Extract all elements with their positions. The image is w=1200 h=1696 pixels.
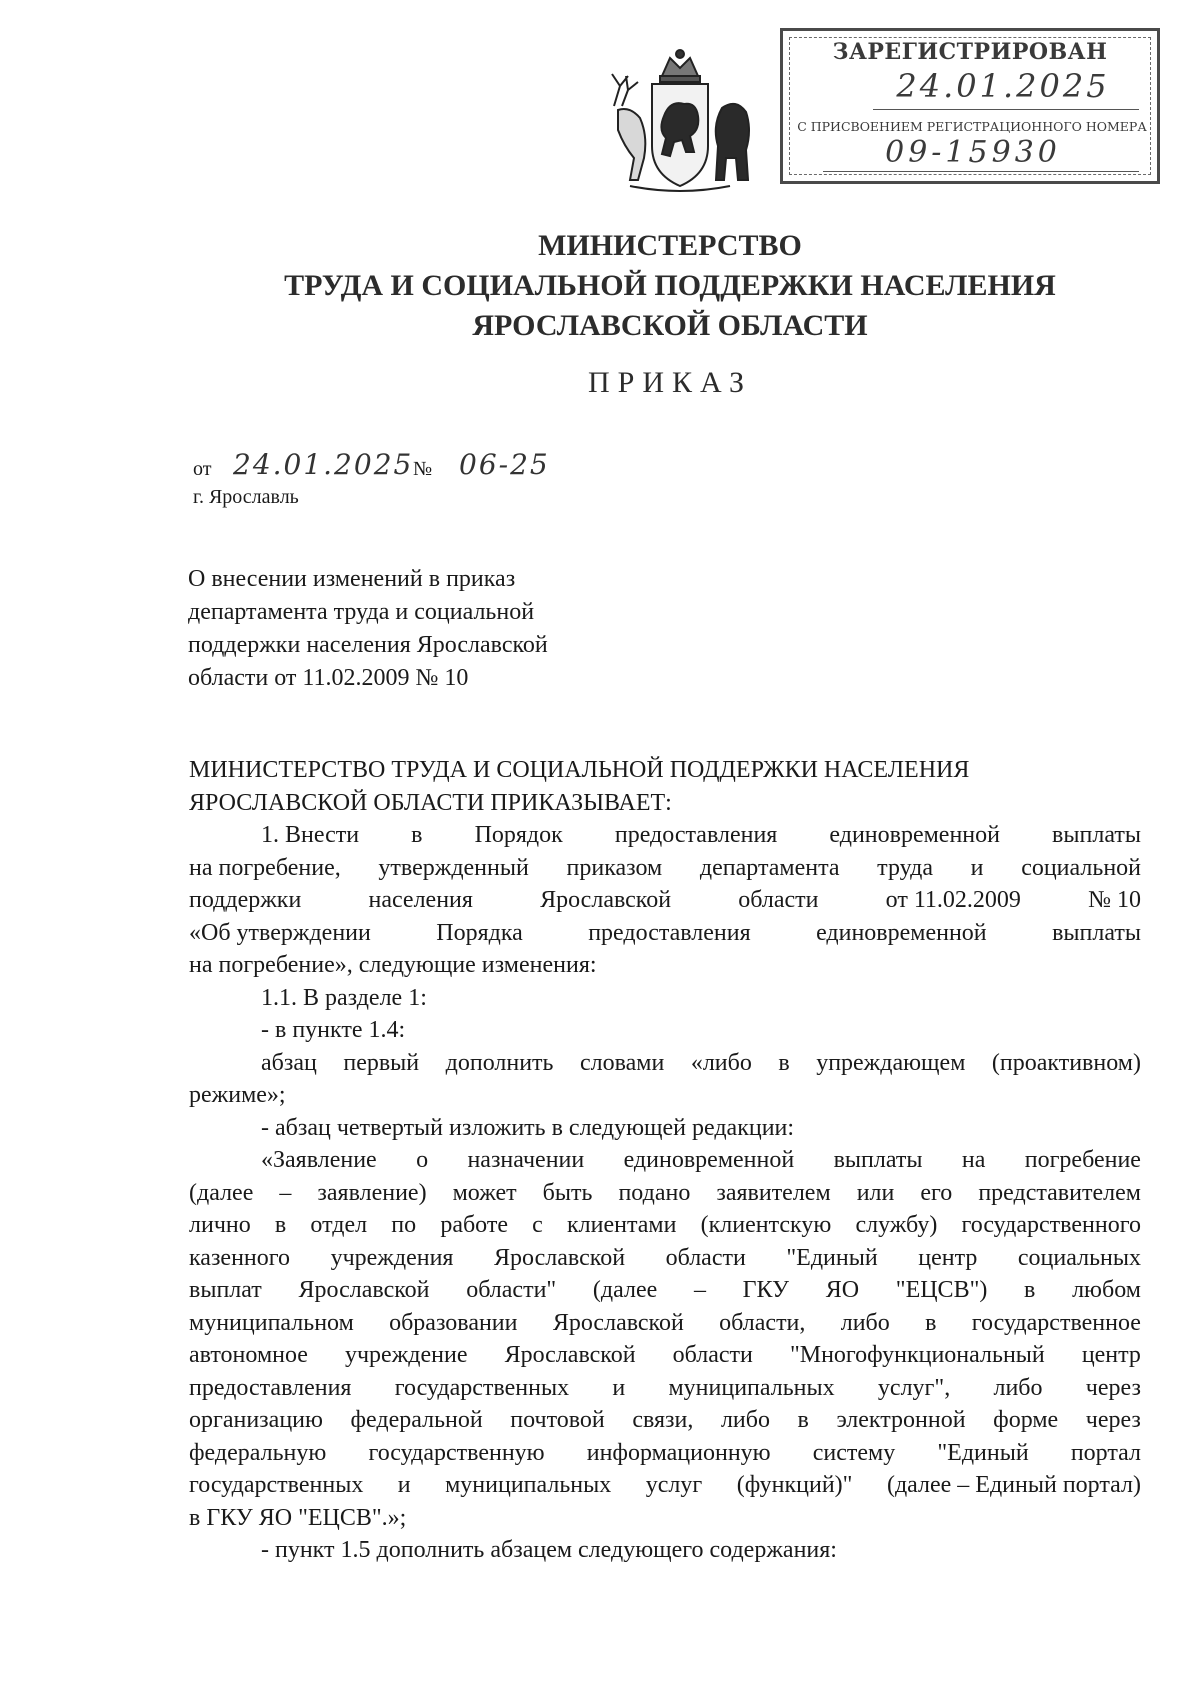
body-line xyxy=(189,1339,1141,1372)
body-line: - пункт 1.5 дополнить абзацем следующего содержания: xyxy=(261,1537,837,1563)
subject-line: департамента труда и социальной xyxy=(188,599,535,625)
body-word: через xyxy=(1085,1374,1141,1401)
body-line xyxy=(189,1047,1141,1080)
body-word: области xyxy=(738,887,819,913)
body-word: (далее xyxy=(592,1277,658,1303)
body-word: в xyxy=(925,1309,937,1336)
body-word: выплаты xyxy=(833,1147,923,1173)
stamp-number-underline xyxy=(823,171,1139,172)
registration-stamp xyxy=(780,28,1160,184)
body-word: департамента xyxy=(699,854,840,881)
body-word: федеральной xyxy=(350,1407,483,1433)
body-word: – xyxy=(279,1179,292,1206)
body-word: 1. Внести xyxy=(261,822,360,848)
body-line: на погребение», следующие изменения: xyxy=(189,952,597,978)
stamp-registered-label: ЗАРЕГИСТРИРОВАН xyxy=(832,39,1108,65)
stamp-handwritten-date: 24.01.2025 xyxy=(896,67,1110,105)
body-word: "Единый xyxy=(937,1439,1029,1466)
body-word: связи, xyxy=(632,1407,694,1433)
handwritten-order-number: 06-25 xyxy=(459,448,550,481)
stamp-date-underline xyxy=(873,109,1139,110)
body-line xyxy=(189,1209,1141,1242)
body-word: на погребение, xyxy=(189,854,341,881)
body-word: государственных xyxy=(189,1472,364,1498)
body-word: предоставления xyxy=(588,919,751,946)
body-word: государственного xyxy=(961,1212,1141,1238)
preamble-line: МИНИСТЕРСТВО ТРУДА И СОЦИАЛЬНОЙ ПОДДЕРЖКИ НАСЕЛЕНИЯ xyxy=(189,757,970,783)
body-word: работе xyxy=(440,1212,508,1238)
handwritten-order-date: 24.01.2025 xyxy=(233,448,414,481)
body-word: населения xyxy=(368,887,473,913)
body-word: почтовой xyxy=(510,1407,605,1433)
body-word: организацию xyxy=(189,1407,323,1433)
body-word: № 10 xyxy=(1088,887,1141,913)
body-word: социальных xyxy=(1017,1244,1141,1271)
body-word: с xyxy=(532,1212,543,1238)
body-word: о xyxy=(416,1147,429,1173)
body-line: - в пункте 1.4: xyxy=(261,1017,406,1043)
body-word: дополнить xyxy=(445,1049,554,1076)
body-word: заявление) xyxy=(317,1179,427,1206)
body-word: государственную xyxy=(368,1439,545,1466)
body-word: учреждения xyxy=(330,1244,454,1271)
body-word: в xyxy=(1024,1277,1036,1303)
body-word: (далее xyxy=(189,1179,254,1206)
body-word: поддержки xyxy=(189,887,302,913)
body-word: Порядка xyxy=(436,919,523,946)
body-line xyxy=(189,1469,1141,1502)
body-line: режиме»; xyxy=(189,1082,286,1108)
body-word: единовременной xyxy=(623,1147,795,1173)
body-word: выплаты xyxy=(1052,919,1141,946)
body-line: в ГКУ ЯО "ЕЦСВ".»; xyxy=(189,1504,407,1531)
date-from-label: от xyxy=(193,458,212,480)
body-word: отдел xyxy=(310,1212,368,1238)
document-type-title: ПРИКАЗ xyxy=(588,366,752,399)
body-word: информационную xyxy=(586,1439,771,1466)
body-word: области xyxy=(665,1244,746,1271)
body-word: выплаты xyxy=(1052,822,1141,848)
body-word: в xyxy=(797,1407,809,1433)
body-word: (далее – Единый портал) xyxy=(886,1472,1141,1498)
body-word: службу) xyxy=(855,1212,938,1238)
body-line: - абзац четвертый изложить в следующей редакции: xyxy=(261,1114,795,1141)
body-word: единовременной xyxy=(829,822,1000,848)
body-line xyxy=(189,1437,1141,1470)
body-word: любом xyxy=(1072,1277,1141,1303)
ministry-heading-line: ЯРОСЛАВСКОЙ ОБЛАСТИ xyxy=(472,309,868,342)
body-word: на xyxy=(961,1147,986,1173)
body-word: погребение xyxy=(1024,1147,1141,1173)
body-line xyxy=(189,1144,1141,1177)
body-word: и xyxy=(612,1374,626,1401)
body-line xyxy=(189,1274,1141,1307)
body-word: Ярославской xyxy=(494,1244,626,1271)
body-line xyxy=(189,917,1141,950)
body-word: государственных xyxy=(394,1374,570,1401)
body-line xyxy=(189,852,1141,885)
order-subject xyxy=(188,563,648,695)
body-word: и xyxy=(970,854,984,881)
body-word: муниципальном xyxy=(189,1309,354,1336)
body-word: портал xyxy=(1070,1439,1141,1466)
body-word: Ярославской xyxy=(552,1309,684,1336)
body-word: ГКУ xyxy=(742,1277,790,1303)
body-word: Порядок xyxy=(474,822,563,848)
number-sign-label: № xyxy=(413,458,433,480)
city-label: г. Ярославль xyxy=(193,486,299,508)
body-word: представителем xyxy=(978,1179,1141,1206)
body-word: в xyxy=(411,822,423,848)
body-word: либо xyxy=(720,1407,770,1433)
ministry-heading xyxy=(200,226,1140,346)
body-word: подано xyxy=(618,1179,691,1206)
preamble-line: ЯРОСЛАВСКОЙ ОБЛАСТИ ПРИКАЗЫВАЕТ: xyxy=(189,789,672,816)
body-word: электронной xyxy=(836,1407,966,1433)
body-word: Ярославской xyxy=(298,1277,430,1303)
body-line xyxy=(189,1242,1141,1275)
body-word: «Заявление xyxy=(261,1147,377,1173)
body-word: заявителем xyxy=(716,1179,831,1206)
body-word: Ярославской xyxy=(504,1342,636,1368)
stamp-registration-caption: С ПРИСВОЕНИЕМ РЕГИСТРАЦИОННОГО НОМЕРА xyxy=(797,119,1147,134)
body-word: центр xyxy=(918,1244,978,1271)
body-word: "ЕЦСВ") xyxy=(895,1277,988,1303)
body-word: «либо xyxy=(690,1049,752,1076)
subject-line: области от 11.02.2009 № 10 xyxy=(188,665,469,691)
body-word: лично xyxy=(189,1212,251,1238)
body-word: единовременной xyxy=(816,919,987,946)
body-word: (проактивном) xyxy=(991,1049,1141,1076)
subject-line: поддержки населения Ярославской xyxy=(188,632,548,658)
body-word: в xyxy=(274,1212,287,1238)
body-word: или xyxy=(856,1179,895,1206)
body-word: (функций)" xyxy=(736,1472,853,1498)
body-word: по xyxy=(391,1212,417,1238)
body-word: форме xyxy=(993,1407,1059,1433)
body-word: услуг", xyxy=(877,1374,951,1401)
body-word: – xyxy=(693,1277,706,1303)
body-word: клиентами xyxy=(567,1212,677,1238)
body-word: назначении xyxy=(467,1147,585,1173)
body-word: либо xyxy=(993,1374,1043,1401)
body-word: словами xyxy=(579,1049,665,1076)
body-word: предоставления xyxy=(189,1374,352,1401)
order-body xyxy=(189,754,1141,1567)
body-word: либо xyxy=(840,1309,890,1336)
body-line xyxy=(189,1404,1141,1437)
body-word: области, xyxy=(719,1309,806,1336)
body-word: (клиентскую xyxy=(700,1212,832,1238)
body-word: предоставления xyxy=(614,822,778,848)
body-word: труда xyxy=(877,854,933,881)
body-word: и xyxy=(397,1472,411,1498)
body-word: муниципальных xyxy=(668,1374,835,1401)
ministry-heading-line: ТРУДА И СОЦИАЛЬНОЙ ПОДДЕРЖКИ НАСЕЛЕНИЯ xyxy=(284,269,1056,302)
ministry-heading-line: МИНИСТЕРСТВО xyxy=(538,229,802,262)
body-line xyxy=(189,884,1141,917)
body-word: социальной xyxy=(1021,854,1141,881)
body-word: упреждающем xyxy=(816,1049,966,1076)
body-word: области" xyxy=(466,1277,557,1303)
coat-of-arms-emblem xyxy=(600,46,760,196)
body-word: "Многофункциональный xyxy=(789,1342,1045,1368)
body-line xyxy=(189,819,1141,852)
body-word: Ярославской xyxy=(540,887,672,913)
body-word: "Единый xyxy=(786,1244,878,1271)
body-word: муниципальных xyxy=(445,1472,612,1498)
body-line xyxy=(189,1307,1141,1340)
body-line xyxy=(189,1177,1141,1210)
stamp-handwritten-number: 09-15930 xyxy=(885,135,1061,170)
order-date-number-line xyxy=(193,448,693,488)
body-word: образовании xyxy=(389,1309,518,1336)
body-word: в xyxy=(778,1049,790,1076)
body-word: абзац xyxy=(261,1049,317,1076)
body-word: быть xyxy=(542,1179,593,1206)
body-word: «Об утверждении xyxy=(189,919,371,946)
body-word: ЯО xyxy=(825,1277,860,1303)
subject-line: О внесении изменений в приказ xyxy=(188,566,516,592)
body-word: учреждение xyxy=(344,1342,468,1368)
body-word: услуг xyxy=(645,1472,703,1498)
body-word: приказом xyxy=(566,854,663,881)
body-word: систему xyxy=(812,1439,896,1466)
body-word: первый xyxy=(343,1049,420,1076)
body-word: казенного xyxy=(189,1244,291,1271)
body-line: 1.1. В разделе 1: xyxy=(261,984,427,1011)
body-word: области xyxy=(672,1342,753,1368)
body-word: его xyxy=(920,1179,953,1206)
body-word: государственное xyxy=(971,1309,1141,1336)
body-word: от 11.02.2009 xyxy=(885,887,1021,913)
body-word: утвержденный xyxy=(378,854,529,881)
body-word: автономное xyxy=(189,1342,308,1368)
body-word: федеральную xyxy=(189,1439,327,1466)
body-word: может xyxy=(452,1179,517,1206)
body-line xyxy=(189,1372,1141,1405)
body-word: центр xyxy=(1081,1342,1141,1368)
body-word: через xyxy=(1085,1407,1141,1433)
body-word: выплат xyxy=(189,1277,262,1303)
